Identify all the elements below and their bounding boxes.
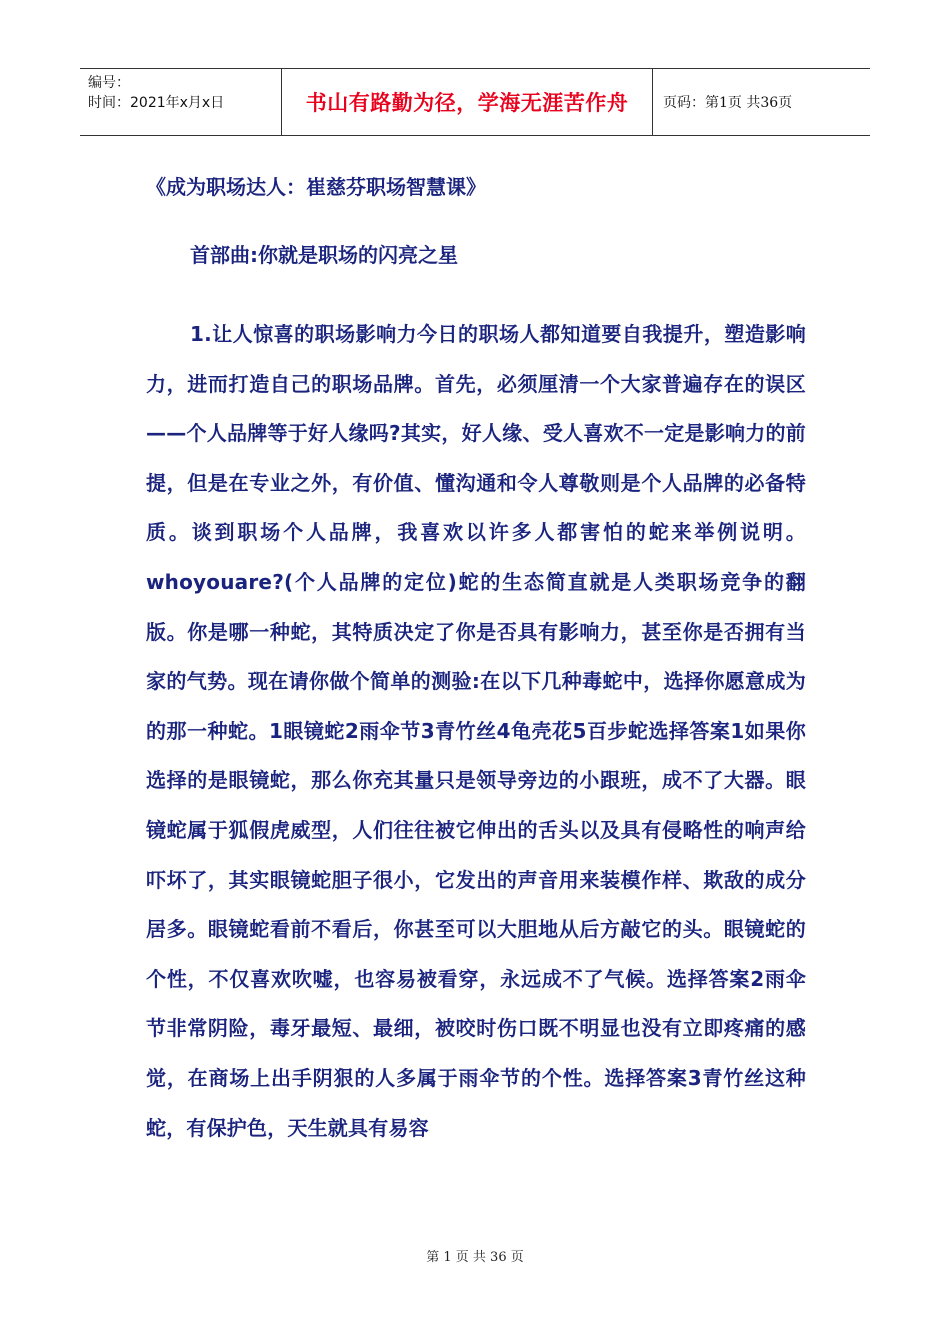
page-header [80, 68, 870, 136]
document-date-label: 时间：2021年x月x日 [88, 95, 225, 111]
header-page-info: 页码：第1页 共36页 [663, 95, 793, 111]
document-number-label: 编号： [88, 75, 130, 91]
header-motto: 书山有路勤为径，学海无涯苦作舟 [305, 90, 629, 115]
header-motto-cell [281, 69, 653, 135]
document-subtitle: 首部曲:你就是职场的闪亮之星 [190, 243, 458, 267]
page-footer: 第 1 页 共 36 页 [426, 1250, 524, 1265]
body-paragraph: 1.让人惊喜的职场影响力今日的职场人都知道要自我提升，塑造影响力，进而打造自己的职场品牌。首先，必须厘清一个大家普遍存在的误区——个人品牌等于好人缘吗?其实，好人缘、受人喜欢不一定是影响力的前提，但是在专业之外，有价值、懂沟通和令人尊敬则是个人品牌的必备特质。谈到职场个人品牌，我喜欢以许多人都害怕的蛇来举例说明。whoyouare?(个人品牌的定位)蛇的生态简直就是人类职场竞争的翻版。你是哪一种蛇，其特质决定了你是否具有影响力，甚至你是否拥有当家的气势。现在请你做个简单的测验:在以下几种毒蛇中，选择你愿意成为的那一种蛇。1眼镜蛇2雨伞节3青竹丝4龟壳花5百步蛇选择答案1如果你选择的是眼镜蛇，那么你充其量只是领导旁边的小跟班，成不了大器。眼镜蛇属于狐假虎威型，人们往往被它伸出的舌头以及具有侵略性的响声给吓坏了，其实眼镜蛇胆子很小，它发出的声音用来装模作样、欺敌的成分居多。眼镜蛇看前不看后，你甚至可以大胆地从后方敲它的头。眼镜蛇的个性，不仅喜欢吹嘘，也容易被看穿，永远成不了气候。选择答案2雨伞节非常阴险，毒牙最短、最细，被咬时伤口既不明显也没有立即疼痛的感觉，在商场上出手阴狠的人多属于雨伞节的个性。选择答案3青竹丝这种蛇，有保护色，天生就具有易容 [146, 322, 806, 1140]
document-body [146, 170, 806, 1200]
header-meta [80, 69, 281, 135]
document-title: 《成为职场达人：崔慈芬职场智慧课》 [146, 175, 486, 199]
header-page-info-cell [653, 69, 870, 135]
